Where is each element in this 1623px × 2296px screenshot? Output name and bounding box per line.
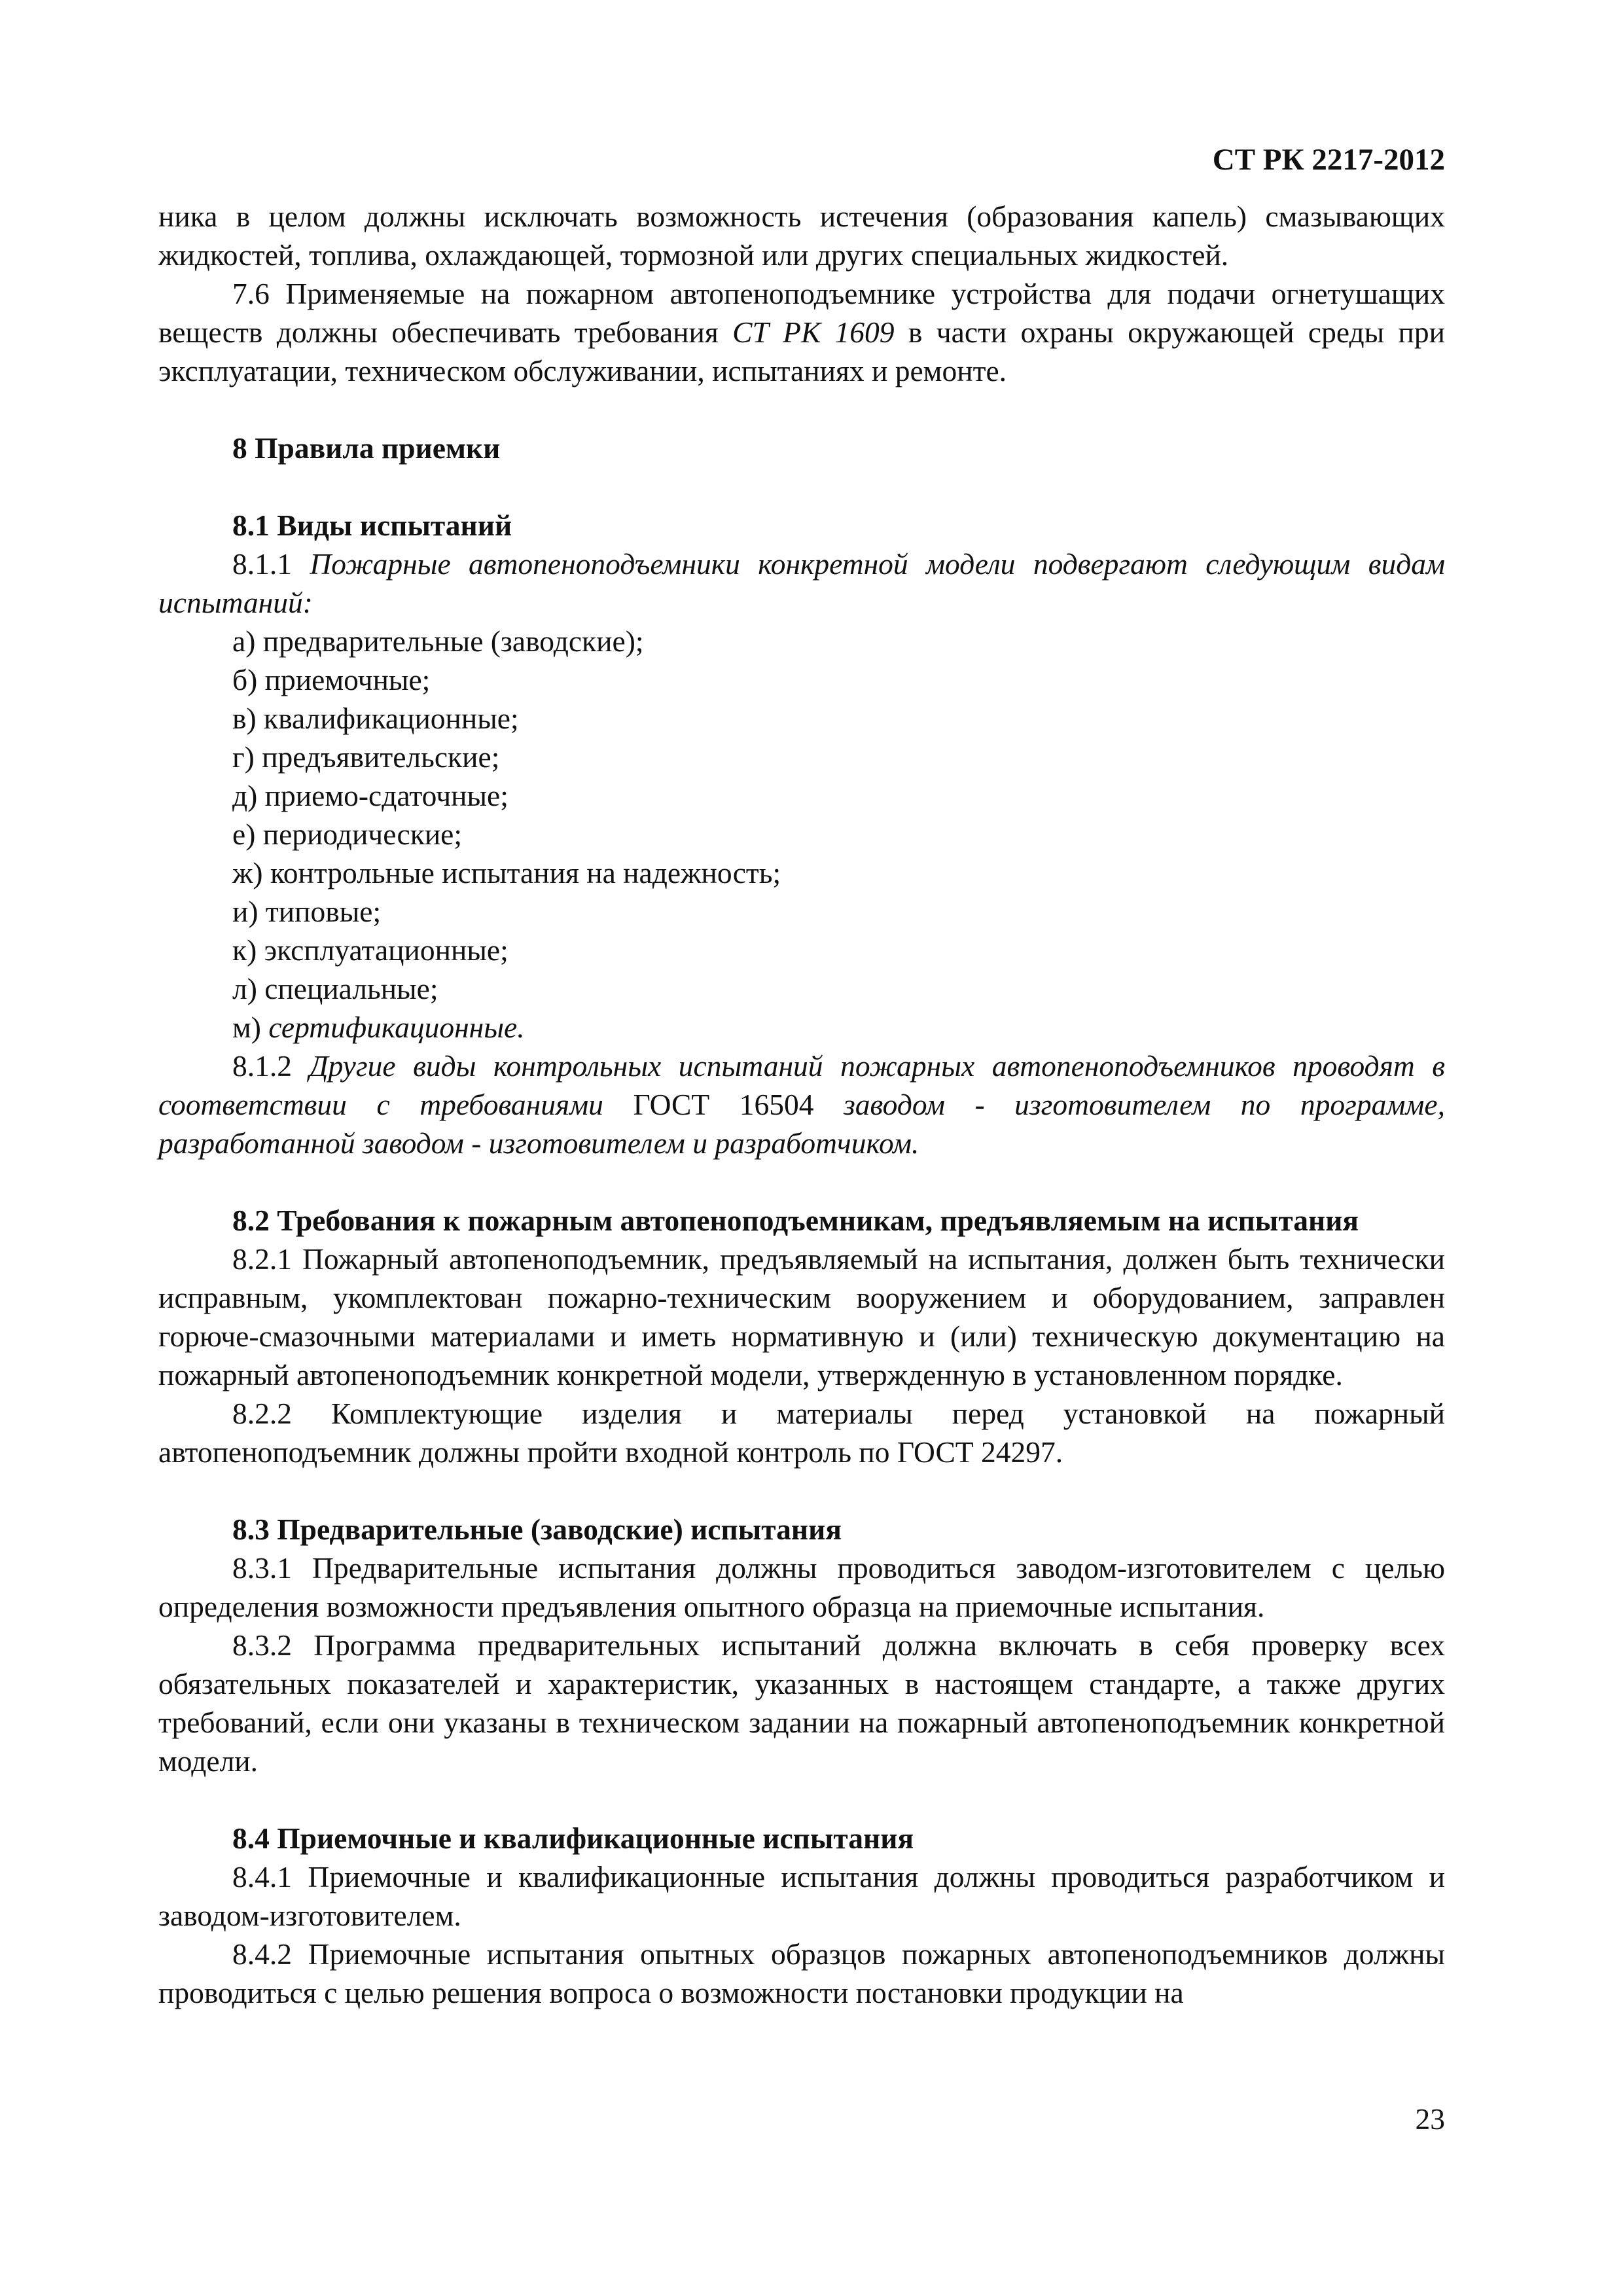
- subsection-heading-8-4: 8.4 Приемочные и квалификационные испытания: [232, 1821, 914, 1855]
- list-item: ж) контрольные испытания на надежность;: [232, 856, 781, 889]
- list-item: в) квалификационные;: [232, 702, 519, 735]
- list-item: а) предварительные (заводские);: [232, 624, 644, 658]
- list-item-text: сертификационные.: [268, 1011, 525, 1044]
- paragraph-7-6-text: 7.6 Применяемые на пожарном автопеноподъемнике устройства для подачи огнетушащих веществ должны обеспечивать требования: [158, 277, 1445, 349]
- page-number: 23: [1415, 2102, 1445, 2136]
- paragraph-8-1-2-tail: заводом - изготовителем по программе, разработанной заводом - изготовителем и разработчиком.: [158, 1088, 1445, 1160]
- paragraph-8-1-1-text: Пожарные автопеноподъемники конкретной модели подвергают следующим видам испытаний:: [158, 547, 1445, 619]
- paragraph-continuation: ника в целом должны исключать возможность истечения (образования капель) смазывающих жидкостей, топлива, охлаждающей, тормозной или других специальных жидкостей.: [158, 200, 1445, 272]
- standard-reference: ГОСТ 16504: [603, 1088, 844, 1121]
- paragraph-8-3-2: 8.3.2 Программа предварительных испытаний должна включать в себя проверку всех обязательных показателей и характеристик, указанных в настоящем стандарте, а также других требований, если они указаны в техническом задании на пожарный автопеноподъемник конкретной модели.: [158, 1628, 1445, 1778]
- test-types-list: [158, 622, 1445, 1047]
- paragraph-8-1-2: [158, 1047, 1445, 1162]
- list-item: д) приемо-сдаточные;: [232, 779, 508, 812]
- paragraph-8-2-2: 8.2.2 Комплектующие изделия и материалы перед установкой на пожарный автопеноподъемник должны пройти входной контроль по ГОСТ 24297.: [158, 1397, 1445, 1469]
- paragraph-8-2-1: 8.2.1 Пожарный автопеноподъемник, предъявляемый на испытания, должен быть технически исправным, укомплектован пожарно-техническим вооружением и оборудованием, заправлен горюче-смазочными материалами и иметь нормативную и (или) техническую документацию на пожарный автопеноподъемник конкретной модели, утвержденную в установленном порядке.: [158, 1242, 1445, 1391]
- list-item: [158, 1008, 1445, 1047]
- paragraph-8-1-1: [158, 545, 1445, 622]
- section-heading-8: 8 Правила приемки: [232, 431, 501, 465]
- list-item-letter: м): [232, 1011, 269, 1044]
- list-item: б) приемочные;: [232, 663, 431, 696]
- paragraph-number: 8.1.2: [232, 1049, 310, 1083]
- paragraph-8-3-1: 8.3.1 Предварительные испытания должны проводиться заводом-изготовителем с целью определения возможности предъявления опытного образца на приемочные испытания.: [158, 1551, 1445, 1623]
- document-code-header: СТ РК 2217-2012: [1212, 143, 1445, 177]
- paragraph-7-6: [158, 274, 1445, 390]
- standard-reference: СТ РК 1609: [732, 315, 895, 349]
- list-item: к) эксплуатационные;: [232, 933, 508, 967]
- paragraph-number: 8.1.1: [232, 547, 310, 581]
- paragraph-7-6-tail: в части охраны окружающей среды при эксплуатации, техническом обслуживании, испытаниях и ремонте.: [158, 315, 1445, 387]
- page-body: [158, 197, 1445, 2012]
- paragraph-8-1-2-text: Другие виды контрольных испытаний пожарных автопеноподъемников проводят в соответствии с требованиями: [158, 1049, 1446, 1121]
- list-item: г) предъявительские;: [232, 740, 500, 774]
- list-item: л) специальные;: [232, 972, 438, 1005]
- list-item: е) периодические;: [232, 817, 463, 851]
- subsection-heading-8-2: 8.2 Требования к пожарным автопеноподъемникам, предъявляемым на испытания: [232, 1204, 1359, 1237]
- subsection-heading-8-3: 8.3 Предварительные (заводские) испытания: [232, 1513, 842, 1546]
- paragraph-8-4-2: 8.4.2 Приемочные испытания опытных образцов пожарных автопеноподъемников должны проводиться с целью решения вопроса о возможности постановки продукции на: [158, 1937, 1445, 2009]
- paragraph-8-4-1: 8.4.1 Приемочные и квалификационные испытания должны проводиться разработчиком и заводом-изготовителем.: [158, 1860, 1445, 1932]
- subsection-heading-8-1: 8.1 Виды испытаний: [232, 509, 512, 542]
- list-item: и) типовые;: [232, 895, 382, 928]
